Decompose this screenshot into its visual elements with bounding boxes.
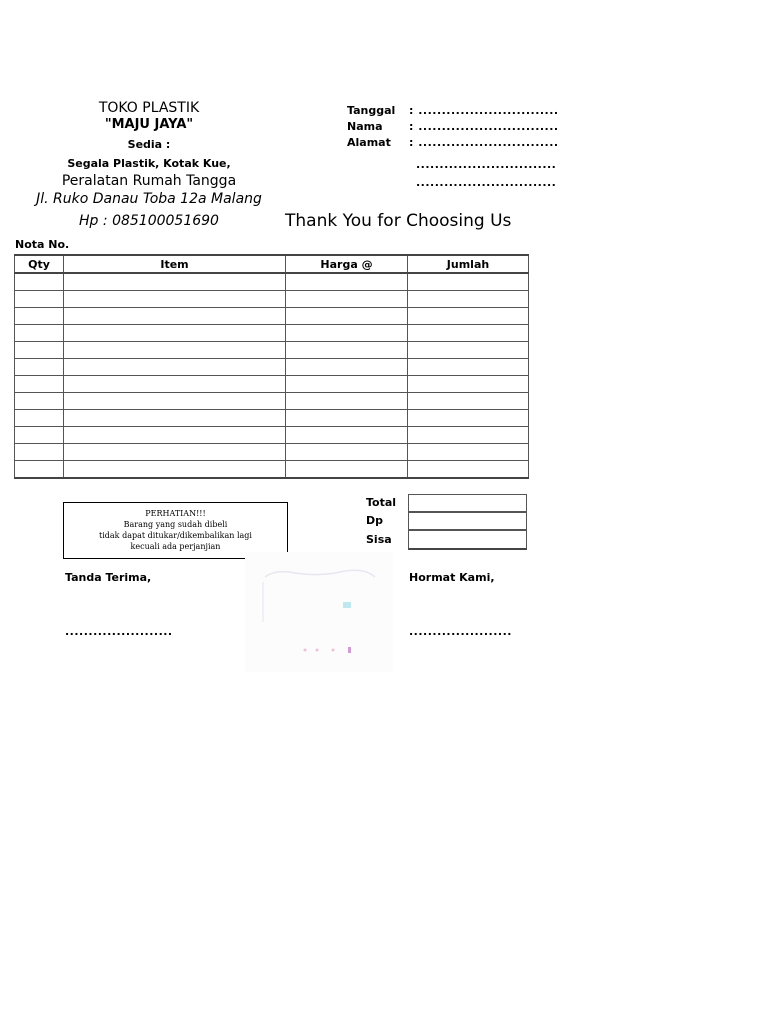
qty-cell[interactable] bbox=[15, 273, 64, 291]
table-row bbox=[15, 393, 529, 410]
jumlah-cell[interactable] bbox=[408, 410, 529, 427]
item-cell[interactable] bbox=[64, 325, 286, 342]
jumlah-cell[interactable] bbox=[408, 427, 529, 444]
qty-header: Qty bbox=[15, 255, 64, 273]
items-table-body bbox=[15, 273, 529, 478]
item-cell[interactable] bbox=[64, 461, 286, 479]
products-line-2: Peralatan Rumah Tangga bbox=[61, 173, 237, 189]
table-header-row bbox=[15, 255, 529, 273]
shop-brand-name: "MAJU JAYA" bbox=[104, 117, 194, 132]
qty-cell[interactable] bbox=[15, 342, 64, 359]
qty-cell[interactable] bbox=[15, 461, 64, 479]
qty-cell[interactable] bbox=[15, 325, 64, 342]
stamp-marks bbox=[245, 552, 393, 672]
qty-cell[interactable] bbox=[15, 427, 64, 444]
jumlah-cell[interactable] bbox=[408, 444, 529, 461]
item-cell[interactable] bbox=[64, 444, 286, 461]
jumlah-cell[interactable] bbox=[408, 342, 529, 359]
table-row bbox=[15, 273, 529, 291]
qty-cell[interactable] bbox=[15, 444, 64, 461]
jumlah-cell[interactable] bbox=[408, 308, 529, 325]
qty-cell[interactable] bbox=[15, 359, 64, 376]
qty-cell[interactable] bbox=[15, 376, 64, 393]
jumlah-header: Jumlah bbox=[408, 255, 529, 273]
table-row bbox=[15, 359, 529, 376]
nama-label: Nama bbox=[347, 120, 383, 133]
harga-cell[interactable] bbox=[286, 359, 408, 376]
shop-address: Jl. Ruko Danau Toba 12a Malang bbox=[36, 191, 262, 207]
alamat-extra-line-2: .............................. bbox=[416, 176, 557, 189]
table-row bbox=[15, 461, 529, 479]
jumlah-cell[interactable] bbox=[408, 359, 529, 376]
jumlah-cell[interactable] bbox=[408, 393, 529, 410]
item-header: Item bbox=[64, 255, 286, 273]
hormat-kami-signature-line: ...................... bbox=[409, 625, 512, 638]
tanggal-label: Tanggal bbox=[347, 104, 396, 117]
table-row bbox=[15, 427, 529, 444]
sisa-label: Sisa bbox=[366, 533, 392, 546]
item-cell[interactable] bbox=[64, 273, 286, 291]
table-row bbox=[15, 376, 529, 393]
sedia-label: Sedia : bbox=[127, 138, 171, 151]
dp-field[interactable] bbox=[408, 512, 527, 530]
thank-you-heading: Thank You for Choosing Us bbox=[285, 211, 512, 231]
notice-title: PERHATIAN!!! bbox=[145, 509, 206, 518]
qty-cell[interactable] bbox=[15, 393, 64, 410]
jumlah-cell[interactable] bbox=[408, 461, 529, 479]
tanda-terima-label: Tanda Terima, bbox=[65, 571, 152, 584]
item-cell[interactable] bbox=[64, 342, 286, 359]
items-table bbox=[14, 254, 529, 479]
total-field[interactable] bbox=[408, 494, 527, 512]
harga-header: Harga @ bbox=[286, 255, 408, 273]
notice-line-1: Barang yang sudah dibeli bbox=[123, 520, 228, 529]
harga-cell[interactable] bbox=[286, 291, 408, 308]
hormat-kami-label: Hormat Kami, bbox=[409, 571, 495, 584]
notice-line-3: kecuali ada perjanjian bbox=[130, 542, 221, 551]
notice-box bbox=[63, 502, 288, 559]
products-line-1: Segala Plastik, Kotak Kue, bbox=[67, 157, 231, 170]
jumlah-cell[interactable] bbox=[408, 325, 529, 342]
item-cell[interactable] bbox=[64, 308, 286, 325]
harga-cell[interactable] bbox=[286, 410, 408, 427]
table-row bbox=[15, 444, 529, 461]
qty-cell[interactable] bbox=[15, 410, 64, 427]
harga-cell[interactable] bbox=[286, 325, 408, 342]
harga-cell[interactable] bbox=[286, 427, 408, 444]
total-label: Total bbox=[366, 496, 397, 509]
table-row bbox=[15, 308, 529, 325]
table-row bbox=[15, 410, 529, 427]
harga-cell[interactable] bbox=[286, 308, 408, 325]
harga-cell[interactable] bbox=[286, 461, 408, 479]
shop-name: TOKO PLASTIK bbox=[98, 100, 200, 116]
item-cell[interactable] bbox=[64, 291, 286, 308]
nama-value: : .............................. bbox=[409, 120, 559, 133]
harga-cell[interactable] bbox=[286, 393, 408, 410]
table-row bbox=[15, 291, 529, 308]
nota-number-label: Nota No. bbox=[15, 238, 70, 251]
alamat-extra-line-1: .............................. bbox=[416, 158, 557, 171]
qty-cell[interactable] bbox=[15, 308, 64, 325]
harga-cell[interactable] bbox=[286, 376, 408, 393]
item-cell[interactable] bbox=[64, 393, 286, 410]
sisa-field[interactable] bbox=[408, 530, 527, 550]
harga-cell[interactable] bbox=[286, 342, 408, 359]
dp-label: Dp bbox=[366, 514, 384, 527]
qty-cell[interactable] bbox=[15, 291, 64, 308]
item-cell[interactable] bbox=[64, 410, 286, 427]
harga-cell[interactable] bbox=[286, 444, 408, 461]
jumlah-cell[interactable] bbox=[408, 273, 529, 291]
item-cell[interactable] bbox=[64, 376, 286, 393]
alamat-value: : .............................. bbox=[409, 136, 559, 149]
faded-stamp bbox=[245, 552, 393, 672]
tanda-terima-signature-line: ....................... bbox=[65, 625, 173, 638]
notice-line-2: tidak dapat ditukar/dikembalikan lagi bbox=[99, 531, 252, 540]
item-cell[interactable] bbox=[64, 359, 286, 376]
harga-cell[interactable] bbox=[286, 273, 408, 291]
item-cell[interactable] bbox=[64, 427, 286, 444]
jumlah-cell[interactable] bbox=[408, 291, 529, 308]
shop-phone: Hp : 085100051690 bbox=[79, 213, 219, 229]
table-row bbox=[15, 325, 529, 342]
alamat-label: Alamat bbox=[347, 136, 391, 149]
tanggal-value: : .............................. bbox=[409, 104, 559, 117]
jumlah-cell[interactable] bbox=[408, 376, 529, 393]
table-row bbox=[15, 342, 529, 359]
